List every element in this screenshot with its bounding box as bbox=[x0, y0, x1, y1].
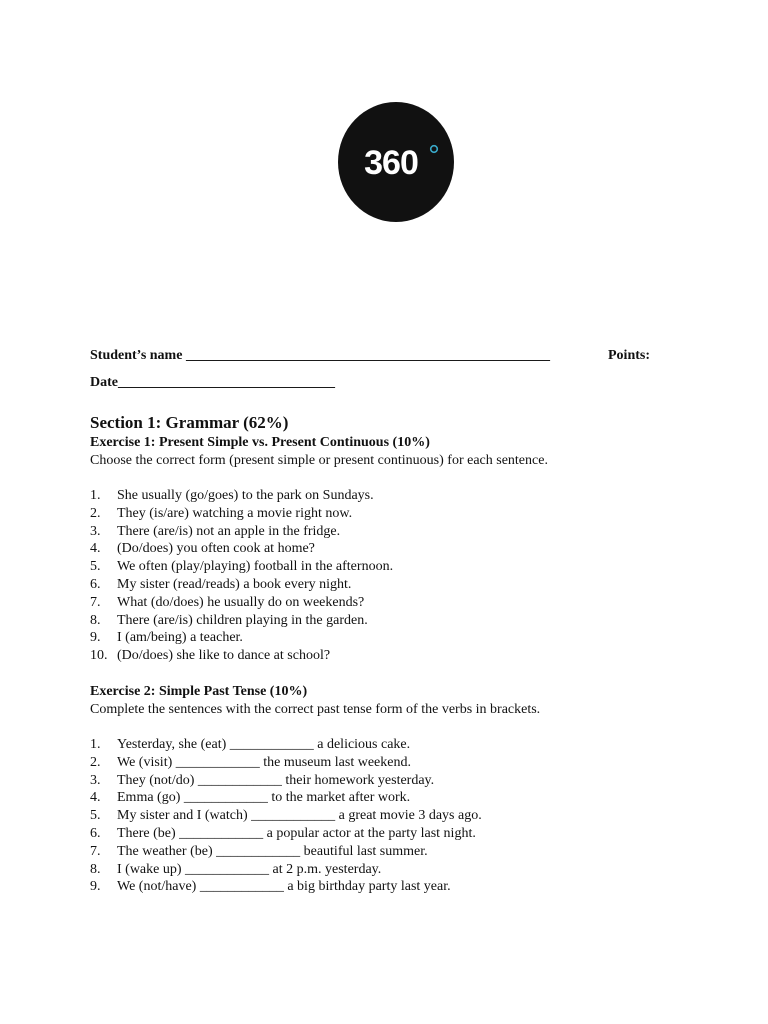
item-number: 2. bbox=[90, 754, 101, 770]
exercise-1-instruction: Choose the correct form (present simple or present continuous) for each sentence. bbox=[90, 453, 548, 468]
date-field[interactable]: _______________________________ bbox=[118, 375, 335, 390]
list-item bbox=[90, 647, 730, 665]
item-text: The weather (be) ____________ beautiful last summer. bbox=[117, 843, 428, 859]
item-number: 4. bbox=[90, 541, 101, 557]
item-number: 3. bbox=[90, 772, 101, 788]
item-number: 3. bbox=[90, 523, 101, 539]
item-number: 5. bbox=[90, 808, 101, 824]
student-name-field[interactable]: ____________________________________________________ bbox=[185, 348, 550, 363]
student-name-label: Student’s name bbox=[90, 348, 183, 363]
item-text: We often (play/playing) football in the afternoon. bbox=[117, 559, 394, 575]
item-number: 4. bbox=[90, 790, 101, 806]
item-number: 7. bbox=[90, 843, 101, 859]
item-text: She usually (go/goes) to the park on Sundays. bbox=[117, 488, 374, 503]
exercise-2-title: Exercise 2: Simple Past Tense (10%) bbox=[90, 683, 308, 699]
item-text: What (do/does) he usually do on weekends? bbox=[117, 594, 365, 610]
points-label: Points: bbox=[608, 348, 650, 363]
item-text: I (wake up) ____________ at 2 p.m. yesterday. bbox=[117, 861, 382, 877]
list-item bbox=[90, 612, 730, 630]
item-text: There (are/is) children playing in the garden. bbox=[117, 612, 368, 628]
item-number: 8. bbox=[90, 861, 101, 877]
exercise-2-list bbox=[90, 736, 730, 896]
date-label: Date bbox=[90, 375, 118, 390]
section-1 bbox=[90, 412, 730, 896]
logo-360-icon bbox=[337, 101, 455, 223]
list-item bbox=[90, 878, 730, 896]
list-item bbox=[90, 629, 730, 647]
item-text: (Do/does) you often cook at home? bbox=[117, 541, 315, 557]
list-item bbox=[90, 825, 730, 843]
list-item bbox=[90, 736, 730, 754]
item-text: Yesterday, she (eat) ____________ a delicious cake. bbox=[117, 736, 411, 752]
list-item bbox=[90, 487, 730, 505]
exercise-1-title: Exercise 1: Present Simple vs. Present Continuous (10%) bbox=[90, 435, 430, 450]
item-text: My sister (read/reads) a book every night. bbox=[117, 576, 352, 592]
list-item bbox=[90, 843, 730, 861]
item-text: We (visit) ____________ the museum last weekend. bbox=[117, 754, 411, 770]
item-text: My sister and I (watch) ____________ a great movie 3 days ago. bbox=[117, 808, 482, 824]
item-number: 7. bbox=[90, 594, 101, 610]
list-item bbox=[90, 558, 730, 576]
item-number: 10. bbox=[90, 648, 108, 664]
item-number: 5. bbox=[90, 559, 101, 575]
list-item bbox=[90, 576, 730, 594]
list-item bbox=[90, 772, 730, 790]
logo-text: 360 bbox=[364, 144, 418, 182]
list-item bbox=[90, 540, 730, 558]
spacer bbox=[90, 665, 730, 683]
item-text: Emma (go) ____________ to the market after work. bbox=[117, 790, 411, 806]
date-row bbox=[90, 375, 335, 391]
item-number: 8. bbox=[90, 612, 101, 628]
list-item bbox=[90, 594, 730, 612]
item-text: (Do/does) she like to dance at school? bbox=[117, 648, 331, 664]
list-item bbox=[90, 861, 730, 879]
list-item bbox=[90, 807, 730, 825]
exercise-2-instruction: Complete the sentences with the correct past tense form of the verbs in brackets. bbox=[90, 701, 541, 717]
exercise-1-list bbox=[90, 487, 730, 665]
item-text: There (are/is) not an apple in the fridge. bbox=[117, 523, 341, 539]
list-item bbox=[90, 789, 730, 807]
section-title: Section 1: Grammar (62%) bbox=[90, 413, 289, 432]
item-number: 1. bbox=[90, 488, 101, 503]
item-text: There (be) ____________ a popular actor at the party last night. bbox=[117, 825, 476, 841]
logo-360 bbox=[337, 101, 455, 223]
item-text: They (not/do) ____________ their homework yesterday. bbox=[117, 772, 435, 788]
list-item bbox=[90, 505, 730, 523]
item-number: 2. bbox=[90, 505, 101, 521]
item-number: 9. bbox=[90, 879, 101, 895]
list-item bbox=[90, 754, 730, 772]
student-name-row bbox=[90, 348, 690, 364]
item-text: They (is/are) watching a movie right now. bbox=[117, 505, 353, 521]
item-text: We (not/have) ____________ a big birthday party last year. bbox=[117, 879, 451, 895]
item-text: I (am/being) a teacher. bbox=[117, 630, 243, 646]
item-number: 9. bbox=[90, 630, 101, 646]
item-number: 6. bbox=[90, 825, 101, 841]
list-item bbox=[90, 523, 730, 541]
item-number: 1. bbox=[90, 736, 101, 752]
item-number: 6. bbox=[90, 576, 101, 592]
